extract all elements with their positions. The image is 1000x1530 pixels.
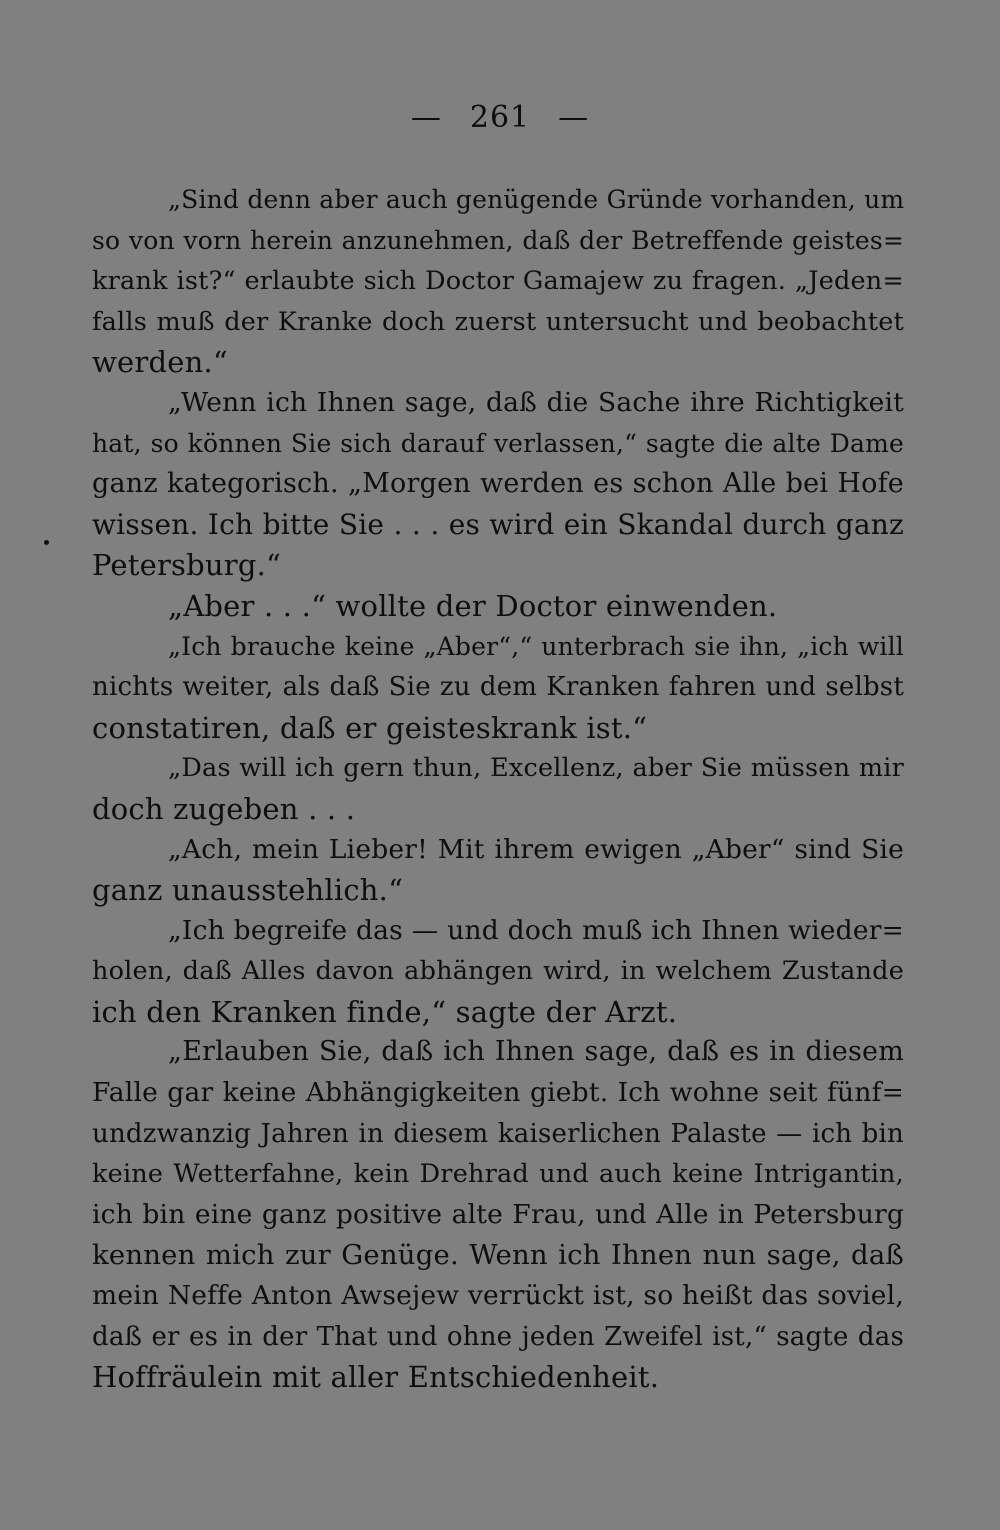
text-line: ganz kategorisch. „Morgen werden es schon Alle bei Hofe [92,468,904,500]
header-dash-left: — [410,100,442,135]
text-line: wissen. Ich bitte Sie . . . es wird ein Skandal durch ganz [92,507,904,541]
text-line: Hoffräulein mit aller Entschiedenheit. [92,1360,660,1395]
text-line: Petersburg.“ [92,548,282,583]
text-line: „Sind denn aber auch genügende Gründe vorhanden, um [168,185,904,214]
text-line: ganz unausstehlich.“ [92,873,404,908]
text-line: ich den Kranken finde,“ sagte der Arzt. [92,994,678,1029]
text-line: werden.“ [92,345,228,380]
text-line: hat, so können Sie sich darauf verlassen,“ sagte die alte Dame [92,428,904,458]
text-line: daß er es in der That und ohne jeden Zweifel ist,“ sagte das [92,1321,904,1352]
body-text [92,180,904,1398]
text-line: Falle gar keine Abhängigkeiten giebt. Ich wohne seit fünf= [92,1077,904,1109]
text-line: undzwanzig Jahren in diesem kaiserlichen Palaste — ich bin [92,1118,904,1149]
text-line: constatiren, daß er geisteskrank ist.“ [92,710,648,745]
text-line: krank ist?“ erlaubte sich Doctor Gamajew zu fragen. „Jeden= [92,266,904,297]
text-line: „Ich brauche keine „Aber“,“ unterbrach sie ihn, „ich will [168,631,904,661]
text-line: kennen mich zur Genüge. Wenn ich Ihnen nun sage, daß [92,1239,904,1272]
text-line: mein Neffe Anton Awsejew verrückt ist, so heißt das soviel, [92,1280,904,1312]
text-line: holen, daß Alles davon abhängen wird, in welchem Zustande [92,956,904,987]
text-line: doch zugeben . . . [92,791,356,826]
text-line: falls muß der Kranke doch zuerst untersucht und beobachtet [92,306,904,337]
text-line: „Ach, mein Lieber! Mit ihrem ewigen „Aber“ sind Sie [168,833,904,865]
text-line: „Aber . . .“ wollte der Doctor einwenden. [168,588,778,623]
text-line: keine Wetterfahne, kein Drehrad und auch keine Intrigantin, [92,1159,904,1190]
text-line: „Erlauben Sie, daß ich Ihnen sage, daß es in diesem [168,1036,904,1068]
header-dash-right: — [558,100,590,135]
text-line: ich bin eine ganz positive alte Frau, und Alle in Petersburg [92,1198,904,1230]
text-line: nichts weiter, als daß Sie zu dem Kranken fahren und selbst [92,672,904,703]
print-speck [44,540,49,545]
page-number: 261 [469,100,531,135]
text-line: „Ich begreife das — und doch muß ich Ihnen wieder= [168,914,904,946]
text-line: „Das will ich gern thun, Excellenz, aber Sie müssen mir [168,753,904,784]
text-line: so von vorn herein anzunehmen, daß der Betreffende geistes= [92,225,904,255]
page-header [0,96,1000,140]
text-line: „Wenn ich Ihnen sage, daß die Sache ihre Richtigkeit [168,386,904,418]
